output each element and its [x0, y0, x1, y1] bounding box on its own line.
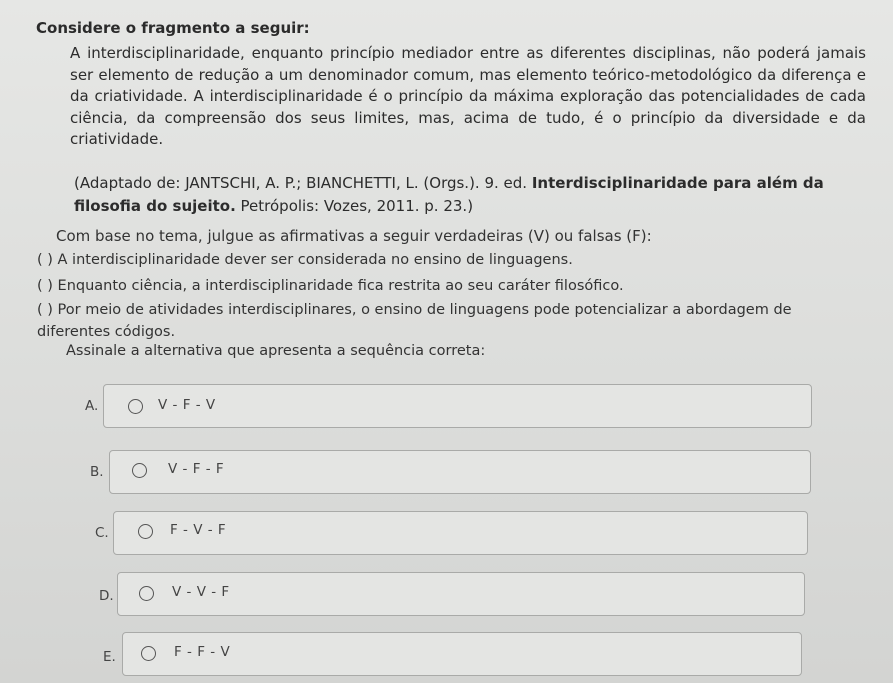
citation — [74, 172, 864, 218]
radio-circle-icon[interactable] — [141, 646, 156, 661]
option-b-letter: B. — [90, 464, 104, 480]
statement-3-continuation: diferentes códigos. — [37, 324, 176, 340]
statement-1: ( ) A interdisciplinaridade dever ser considerada no ensino de linguagens. — [37, 252, 573, 268]
option-d-letter: D. — [99, 588, 114, 604]
statement-3: ( ) Por meio de atividades interdisciplinares, o ensino de linguagens pode potencializar a abordagem de — [37, 302, 792, 318]
question-intro: Considere o fragmento a seguir: — [36, 19, 310, 37]
radio-circle-icon[interactable] — [138, 524, 153, 539]
option-b[interactable] — [109, 450, 811, 494]
statement-2: ( ) Enquanto ciência, a interdisciplinaridade fica restrita ao seu caráter filosófico. — [37, 278, 624, 294]
quoted-fragment: A interdisciplinaridade, enquanto princípio mediador entre as diferentes disciplinas, não poderá jamais ser elemento de redução a um denominador comum, mas elemento teórico-metodológico da diferença e da criatividade. A interdisciplinaridade é o princípio da máxima exploração das potencialidades de cada ciência, da compreensão dos seus limites, mas, acima de tudo, é o princípio da diversidade e da criatividade. — [70, 44, 866, 148]
option-d[interactable] — [117, 572, 805, 616]
option-a[interactable] — [103, 384, 812, 428]
option-e[interactable] — [122, 632, 802, 676]
option-c-text: F - V - F — [170, 522, 227, 538]
citation-prefix: (Adaptado de: JANTSCHI, A. P.; BIANCHETTI, L. (Orgs.). 9. ed. — [74, 174, 532, 192]
option-e-letter: E. — [103, 649, 116, 665]
citation-title: Interdisciplinaridade para além da filosofia do sujeito. — [74, 174, 824, 215]
option-c-letter: C. — [95, 525, 109, 541]
question-prompt: Com base no tema, julgue as afirmativas a seguir verdadeiras (V) ou falsas (F): — [56, 227, 652, 245]
option-a-text: V - F - V — [158, 397, 216, 413]
radio-circle-icon[interactable] — [132, 463, 147, 478]
option-d-text: V - V - F — [172, 584, 230, 600]
option-c[interactable] — [113, 511, 808, 555]
option-a-letter: A. — [85, 398, 99, 414]
answer-instruction: Assinale a alternativa que apresenta a sequência correta: — [66, 343, 486, 359]
radio-circle-icon[interactable] — [128, 399, 143, 414]
radio-circle-icon[interactable] — [139, 586, 154, 601]
option-b-text: V - F - F — [168, 461, 225, 477]
citation-suffix: Petrópolis: Vozes, 2011. p. 23.) — [235, 197, 474, 215]
option-e-text: F - F - V — [174, 644, 231, 660]
